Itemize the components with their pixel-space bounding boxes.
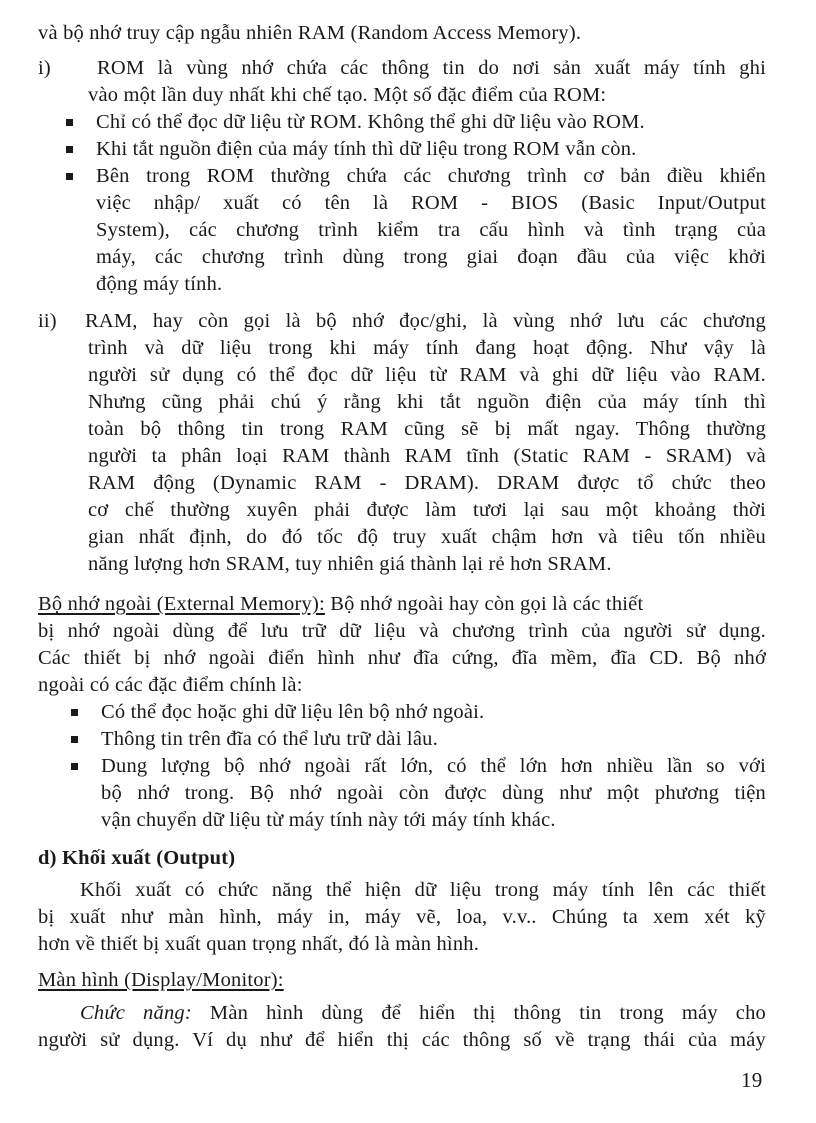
text-line: người sử dụng. Ví dụ như để hiển thị các thông số về trạng thái của máy (38, 1029, 766, 1051)
text-line: hơn về thiết bị xuất quan trọng nhất, đó là màn hình. (38, 933, 480, 955)
text-line: việc nhập/ xuất có tên là ROM - BIOS (Basic Input/Output (96, 192, 766, 214)
list-marker-ii: ii) (38, 310, 57, 332)
text-line (80, 1000, 766, 1026)
page-number: 19 (741, 1068, 763, 1092)
text-line: bộ nhớ trong. Bộ nhớ ngoài còn được dùng như một phương tiện (101, 782, 766, 804)
text-line: Nhưng cũng phải chú ý rằng khi tắt nguồn điện của máy tính thì (88, 391, 766, 413)
text-line: năng lượng hơn SRAM, tuy nhiên giá thành lại rẻ hơn SRAM. (88, 553, 612, 575)
text-line: động máy tính. (96, 273, 223, 295)
italic-label: Chức năng: (80, 1002, 192, 1024)
text-line: gian nhất định, do đó tốc độ truy xuất chậm hơn và tiêu tốn nhiều (88, 526, 766, 548)
text-line: Bên trong ROM thường chứa các chương trình cơ bản điều khiển (96, 165, 766, 187)
bullet-icon (66, 146, 73, 153)
text-line: Chỉ có thể đọc dữ liệu từ ROM. Không thể ghi dữ liệu vào ROM. (96, 111, 645, 133)
section-heading-monitor: Màn hình (Display/Monitor): (38, 969, 284, 991)
list-marker-i: i) (38, 57, 51, 79)
bullet-icon (71, 736, 78, 743)
text-span: Màn hình dùng để hiển thị thông tin trong máy cho (191, 1002, 767, 1024)
text-line: người sử dụng có thể đọc dữ liệu từ RAM và ghi dữ liệu vào RAM. (88, 364, 766, 386)
bullet-icon (66, 119, 73, 126)
text-line: Dung lượng bộ nhớ ngoài rất lớn, có thể lớn hơn nhiều lần so với (101, 755, 766, 777)
bullet-icon (66, 173, 73, 180)
text-line: Khối xuất có chức năng thể hiện dữ liệu trong máy tính lên các thiết (80, 879, 766, 901)
text-line: Thông tin trên đĩa có thể lưu trữ dài lâu. (101, 728, 438, 750)
text-line: toàn bộ thông tin trong RAM cũng sẽ bị mất ngay. Thông thường (88, 418, 766, 440)
text-line: trình và dữ liệu trong khi máy tính đang hoạt động. Như vậy là (88, 337, 766, 359)
text-line: Có thể đọc hoặc ghi dữ liệu lên bộ nhớ ngoài. (101, 701, 485, 723)
text-line (38, 591, 643, 617)
text-line: RAM, hay còn gọi là bộ nhớ đọc/ghi, là vùng nhớ lưu các chương (85, 310, 766, 332)
text-line: RAM động (Dynamic RAM - DRAM). DRAM được tổ chức theo (88, 472, 766, 494)
bullet-icon (71, 709, 78, 716)
text-line: vận chuyển dữ liệu từ máy tính này tới máy tính khác. (101, 809, 556, 831)
text-line: cơ chế thường xuyên phải được làm tươi lại sau một khoảng thời (88, 499, 766, 521)
text-line: Các thiết bị nhớ ngoài điển hình như đĩa cứng, đĩa mềm, đĩa CD. Bộ nhớ (38, 647, 766, 669)
text-line: người ta phân loại RAM thành RAM tĩnh (Static RAM - SRAM) và (88, 445, 766, 467)
text-line: bị xuất như màn hình, máy in, máy vẽ, loa, v.v.. Chúng ta xem xét kỹ (38, 906, 766, 928)
text-span: Bộ nhớ ngoài hay còn gọi là các thiết (324, 593, 644, 615)
text-line: System), các chương trình kiểm tra cấu hình và tình trạng của (96, 219, 766, 241)
text-line: Khi tắt nguồn điện của máy tính thì dữ liệu trong ROM vẫn còn. (96, 138, 637, 160)
text-line: ROM là vùng nhớ chứa các thông tin do nơi sản xuất máy tính ghi (97, 57, 766, 79)
section-heading-output: d) Khối xuất (Output) (38, 847, 236, 869)
text-line: ngoài có các đặc điểm chính là: (38, 674, 303, 696)
text-line: bị nhớ ngoài dùng để lưu trữ dữ liệu và chương trình của người sử dụng. (38, 620, 766, 642)
text-line: và bộ nhớ truy cập ngẫu nhiên RAM (Random Access Memory). (38, 22, 582, 44)
text-line: máy, các chương trình dùng trong giai đoạn đầu của việc khởi (96, 246, 766, 268)
bullet-icon (71, 763, 78, 770)
text-line: vào một lần duy nhất khi chế tạo. Một số đặc điểm của ROM: (88, 84, 607, 106)
section-heading-external-memory: Bộ nhớ ngoài (External Memory): (38, 593, 325, 615)
